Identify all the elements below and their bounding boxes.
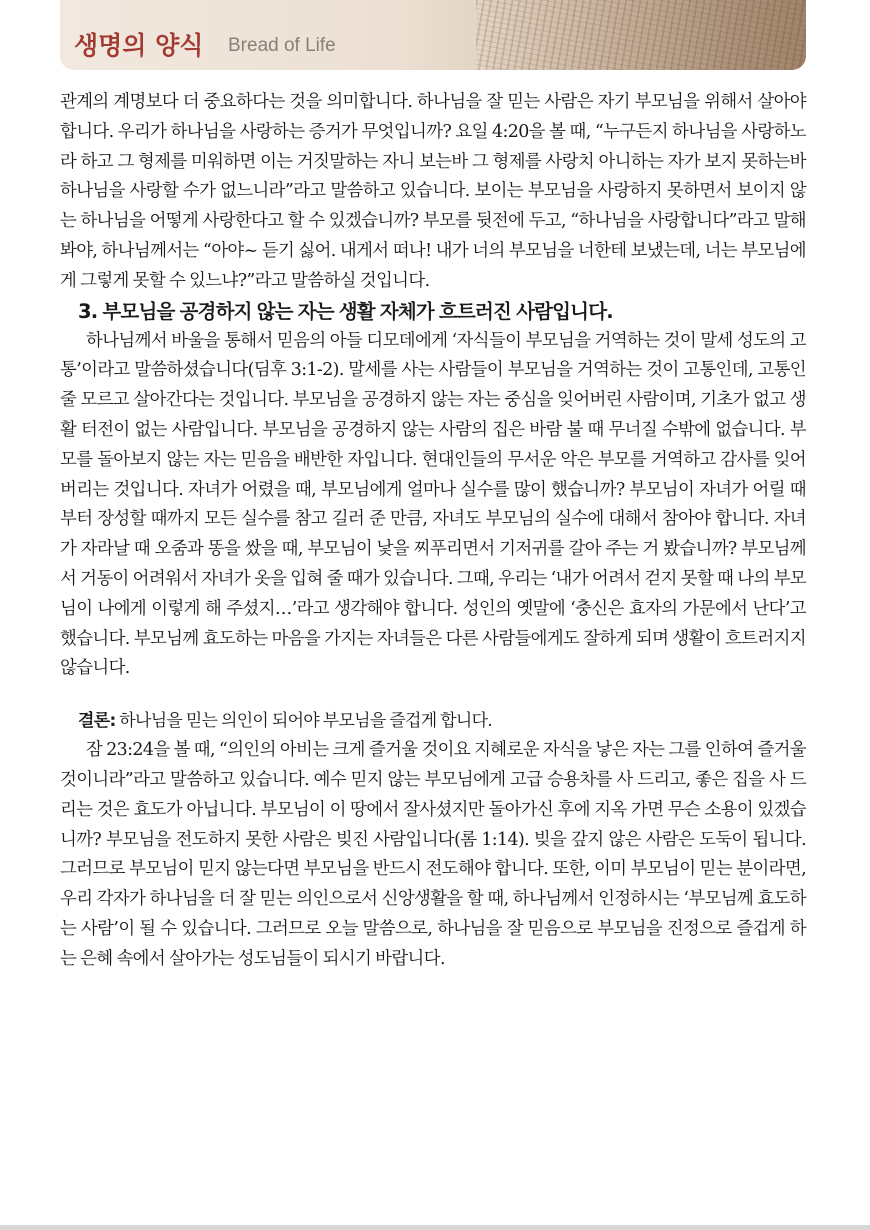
paragraph-1: 관계의 계명보다 더 중요하다는 것을 의미합니다. 하나님을 잘 믿는 사람은 자기 부모님을 위해서 살아야 합니다. 우리가 하나님을 사랑하는 증거가 무엇입니까? 요일 4:20을 볼 때, “누구든지 하나님을 사랑하노라 하고 그 형제를 미워하면 이는 거짓말하는 자니 보는바 그 형제를 사랑치 아니하는 자가 보지 못하는바 하나님을 사랑할 수가 없느니라”라고 말씀하고 있습니다. 보이는 부모님을 사랑하지 못하면서 보이지 않는 하나님을 어떻게 사랑한다고 할 수 있겠습니까? 부모를 뒷전에 두고, “하나님을 사랑합니다”라고 말해 봐야, 하나님께서는 “아야~ 듣기 싫어. 내게서 떠나! 내가 너의 부모님을 너한테 보냈는데, 너는 부모님에게 그렇게 못할 수 있느냐?”라고 말씀하실 것입니다. xyxy=(60,92,806,291)
conclusion-heading xyxy=(60,706,806,736)
article-body xyxy=(60,88,806,975)
paragraph-2: 하나님께서 바울을 통해서 믿음의 아들 디모데에게 ‘자식들이 부모님을 거역하는 것이 말세 성도의 고통’이라고 말씀하셨습니다(딤후 3:1-2). 말세를 사는 사람들이 부모님을 거역하는 것이 고통인데, 고통인 줄 모르고 살아간다는 것입니다. 부모님을 공경하지 않는 자는 중심을 잊어버린 사람이며, 기초가 없고 생활 터전이 없는 사람입니다. 부모님을 공경하지 않는 사람의 집은 바람 불 때 무너질 수밖에 없습니다. 부모를 돌아보지 않는 자는 믿음을 배반한 자입니다. 현대인들의 무서운 악은 부모를 거역하고 감사를 잊어버리는 것입니다. 자녀가 어렸을 때, 부모님에게 얼마나 실수를 많이 했습니까? 부모님이 자녀가 어릴 때부터 장성할 때까지 모든 실수를 참고 길러 준 만큼, 자녀도 부모님의 실수에 대해서 참아야 합니다. 자녀가 자라날 때 오줌과 똥을 쌌을 때, 부모님이 낯을 찌푸리면서 기저귀를 갈아 주는 거 봤습니까? 부모님께서 거동이 어려워서 자녀가 옷을 입혀 줄 때가 있습니다. 그때, 우리는 ‘내가 어려서 걷지 못할 때 나의 부모님이 나에게 이렇게 해 주셨지…’라고 생각해야 합니다. 성인의 옛말에 ‘충신은 효자의 가문에서 난다’고 했습니다. 부모님께 효도하는 마음을 가지는 자녀들은 다른 사람들에게도 잘하게 되며 생활이 흐트러지지 않습니다. xyxy=(60,330,807,679)
conclusion-label: 결론: xyxy=(78,711,116,732)
paragraph-gap xyxy=(60,684,806,706)
paragraph-3: 잠 23:24을 볼 때, “의인의 아비는 크게 즐거울 것이요 지혜로운 자식을 낳은 자는 그를 인하여 즐거울 것이니라”라고 말씀하고 있습니다. 예수 믿지 않는 부모님에게 고급 승용차를 사 드리고, 좋은 집을 사 드리는 것은 효도가 아닙니다. 부모님이 이 땅에서 잘사셨지만 돌아가신 후에 지옥 가면 무슨 소용이 있겠습니까? 부모님을 전도하지 못한 사람은 빚진 사람입니다(롬 1:14). 빚을 갚지 않은 사람은 도둑이 됩니다. 그러므로 부모님이 믿지 않는다면 부모님을 반드시 전도해야 합니다. 또한, 이미 부모님이 믿는 분이라면, 우리 각자가 하나님을 더 잘 믿는 의인으로서 신앙생활을 할 때, 하나님께서 인정하시는 ‘부모님께 효도하는 사람’이 될 수 있습니다. 그러므로 오늘 말씀으로, 하나님을 잘 믿음으로 부모님을 진정으로 즐겁게 하는 은혜 속에서 살아가는 성도님들이 되시기 바랍니다. xyxy=(60,740,806,969)
section-title-english: Bread of Life xyxy=(228,35,336,56)
header-photo-texture xyxy=(476,0,806,70)
section-title-korean: 생명의 양식 xyxy=(74,31,204,60)
conclusion-text: 하나님을 믿는 의인이 되어야 부모님을 즐겁게 합니다. xyxy=(115,711,493,732)
page-header xyxy=(60,0,806,70)
bottom-divider xyxy=(0,1225,870,1230)
section-heading-3: 3. 부모님을 공경하지 않는 자는 생활 자체가 흐트러진 사람입니다. xyxy=(78,299,613,323)
